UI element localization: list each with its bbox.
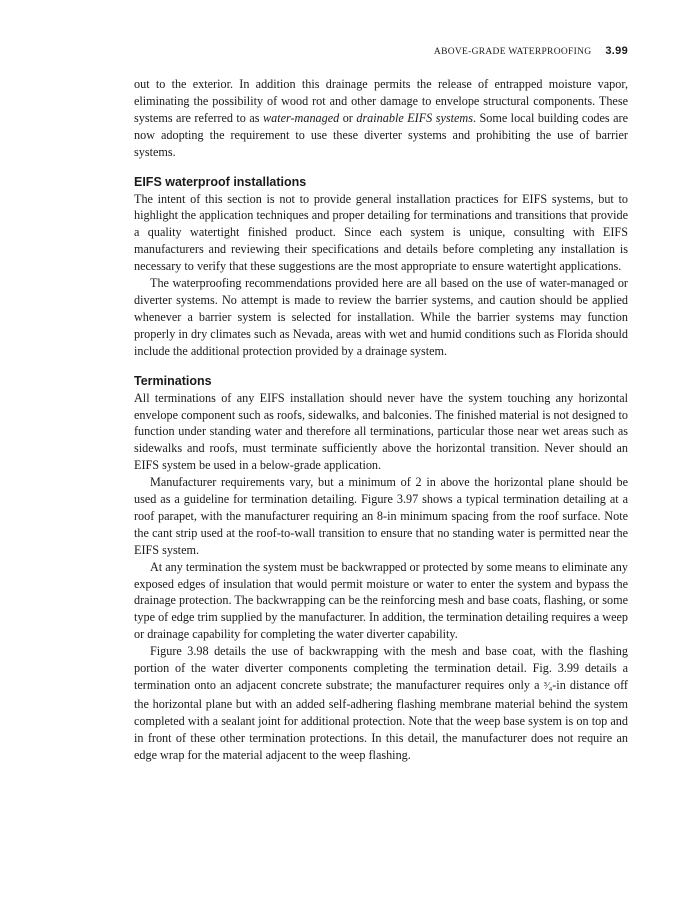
body-text [134, 76, 628, 764]
term-drainable-eifs: drainable EIFS systems [356, 110, 473, 125]
intro-paragraph: out to the exterior. In addition this drainage permits the release of entrapped moisture vapor, eliminating the possibility of wood rot and other damage to envelope structural components. These systems are referred to as water-managed or drainable EIFS systems. Some local building codes are now adopting the requirement to use these diverter systems and prohibiting the use of barrier systems. [134, 77, 629, 159]
fraction-three-quarters: ³⁄₄ [543, 681, 553, 692]
page-number: 3.99 [605, 45, 628, 57]
section1-paragraph-2: The waterproofing recommendations provided here are all based on the use of water-managed or diverter systems. No attempt is made to review the barrier systems, and caution should be applied whenever a barrier system is selected for installation. While the barrier systems may function properly in dry climates such as Nevada, areas with wet and humid conditions such as Florida should include the additional protection provided by a drainage system. [134, 276, 628, 358]
section2-paragraph-3: At any termination the system must be backwrapped or protected by some means to eliminate any exposed edges of insulation that would permit moisture or water to enter the system and bypass the drainage protection. The backwrapping can be the reinforcing mesh and base coats, flashing, or some type of edge trim supplied by the manufacturer. In addition, the termination detailing requires a weep or drainage capability for completing the water diverter capability. [134, 559, 628, 642]
section2-paragraph-1: All terminations of any EIFS installation should never have the system touching any horizontal envelope component such as roofs, sidewalks, and balconies. The finished material is not designed to function under standing water and therefore all terminations, particular those near wet areas such as sidewalks and roofs, must terminate sufficiently above the horizontal transition. Never should an EIFS system be used in a below-grade application. [134, 390, 628, 473]
section2-paragraph-2: Manufacturer requirements vary, but a minimum of 2 in above the horizontal plane should be used as a guideline for termination detailing. Figure 3.97 shows a typical termination detailing at a roof parapet, with the manufacturer requiring an 8-in minimum spacing from the roof surface. Note the cant strip used at the roof-to-wall transition to ensure that no standing water is permitted near the EIFS system. [134, 475, 628, 557]
section-heading-terminations: Terminations [134, 373, 212, 388]
term-water-managed: water-managed [262, 110, 340, 125]
section2-paragraph-4: Figure 3.98 details the use of backwrapping with the mesh and base coat, with the flashing portion of the water diverter components completing the termination detail. Fig. 3.99 details a termination onto an adjacent concrete substrate; the manufacturer requires only a ³⁄₄-in distance off the horizontal plane but with an added self-adhering flashing membrane material behind the system completed with a sealant joint for additional protection. Note that the weep base system is on top and in front of these other termination protections. In this detail, the manufacturer does not require an edge wrap for the material adjacent to the weep flashing. [134, 644, 628, 762]
running-title: ABOVE-GRADE WATERPROOFING [433, 47, 592, 57]
section1-paragraph-1: The intent of this section is not to provide general installation practices for EIFS systems, but to highlight the application techniques and proper detailing for terminations and transitions that provide a quality watertight finished product. Since each system is unique, consulting with EIFS manufacturers and reviewing their specifications and details before completing any installation is necessary to verify that these suggestions are the most appropriate to ensure watertight applications. [134, 191, 628, 274]
running-header [134, 45, 628, 57]
section-heading-eifs-installations: EIFS waterproof installations [134, 174, 307, 189]
